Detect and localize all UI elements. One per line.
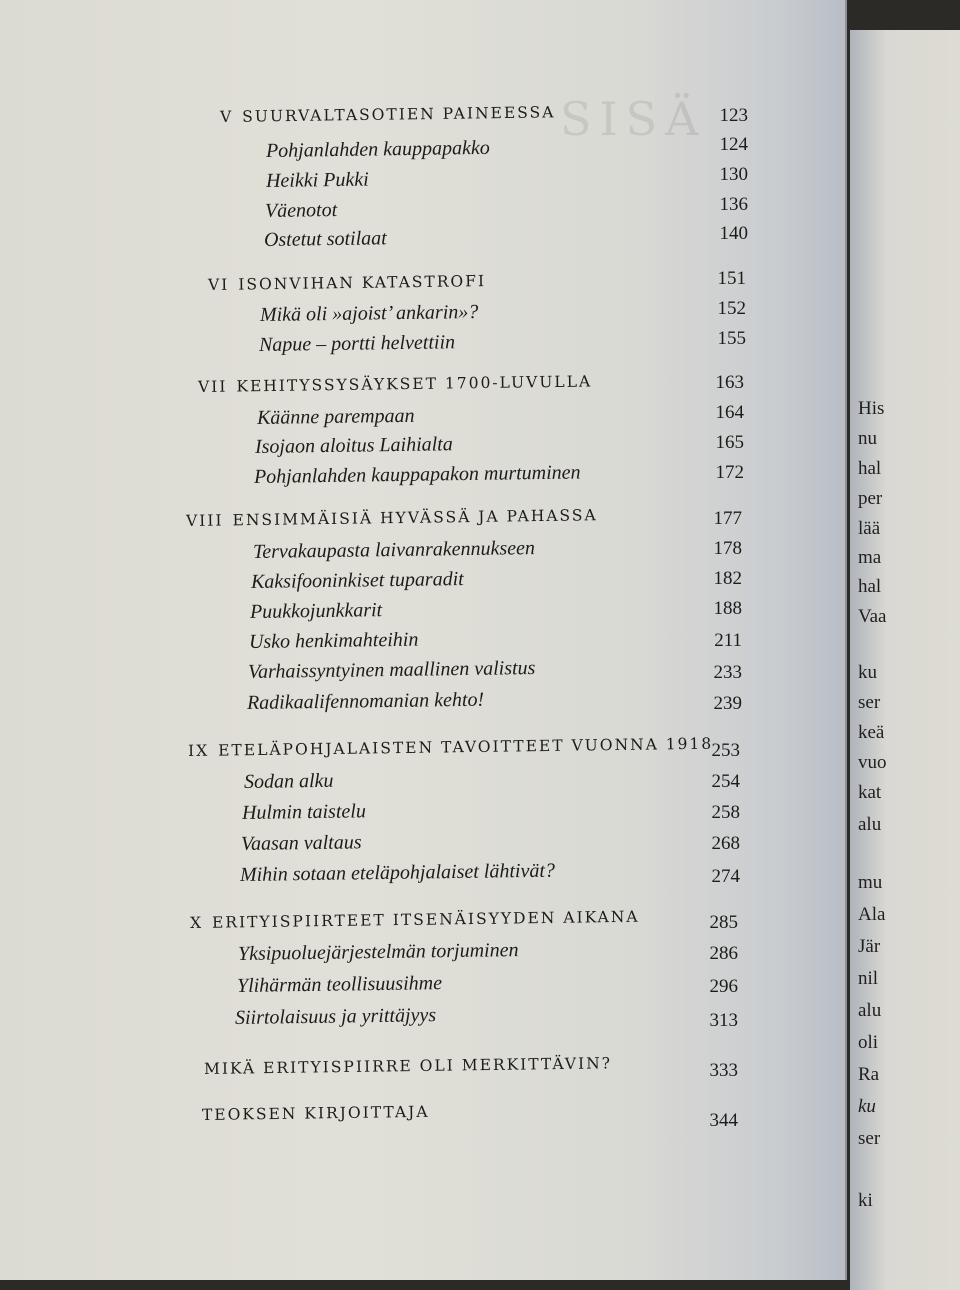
page-number: 172	[715, 462, 744, 483]
page-number: 182	[713, 568, 742, 589]
text-fragment: hal	[858, 576, 882, 597]
section-title: Kaksifooninkiset tuparadit	[250, 568, 464, 593]
page-number: 268	[711, 833, 740, 854]
text-fragment: nu	[858, 428, 877, 449]
text-fragment: per	[858, 488, 883, 509]
page-number: 140	[719, 223, 748, 244]
text-fragment: oli	[858, 1032, 879, 1053]
section-title: Isojaon aloitus Laihialta	[254, 433, 453, 458]
text-fragment: lää	[858, 518, 881, 539]
chapter-heading: IX ETELÄPOHJALAISTEN TAVOITTEET VUONNA 1918	[187, 734, 714, 760]
right-book-page	[850, 30, 960, 1290]
chapter-heading: VIII ENSIMMÄISIÄ HYVÄSSÄ JA PAHASSA	[185, 506, 598, 530]
text-fragment: mu	[858, 872, 883, 893]
closing-heading: MIKÄ ERITYISPIIRRE OLI MERKITTÄVIN?	[203, 1054, 613, 1078]
text-fragment: ku	[858, 1096, 876, 1117]
text-fragment: nil	[858, 968, 879, 989]
text-fragment: keä	[858, 722, 885, 743]
section-title: Ostetut sotilaat	[263, 227, 387, 251]
page-number: 124	[719, 134, 748, 155]
text-fragment: Vaa	[858, 606, 887, 627]
page-number: 151	[717, 268, 746, 289]
section-title: Hulmin taistelu	[241, 800, 367, 824]
page-number: 211	[714, 630, 742, 651]
text-fragment: alu	[858, 814, 882, 835]
page-number: 286	[709, 943, 738, 964]
section-title: Pohjanlahden kauppapakon murtuminen	[253, 461, 581, 488]
text-fragment: kat	[858, 782, 882, 803]
page-number: 313	[709, 1010, 738, 1031]
text-fragment: alu	[858, 1000, 882, 1021]
page-number: 344	[709, 1110, 738, 1131]
text-fragment: Jär	[858, 936, 881, 957]
closing-heading: TEOKSEN KIRJOITTAJA	[201, 1102, 430, 1124]
page-number: 254	[711, 771, 740, 792]
section-title: Käänne parempaan	[256, 404, 415, 429]
text-fragment: vuo	[858, 752, 887, 773]
text-fragment: ser	[858, 692, 881, 713]
chapter-heading: V SUURVALTASOTIEN PAINEESSA	[219, 103, 556, 126]
page-number: 155	[717, 328, 746, 349]
text-fragment: ser	[858, 1128, 881, 1149]
page-number: 285	[709, 912, 738, 933]
section-title: Yksipuoluejärjestelmän torjuminen	[237, 939, 519, 965]
section-title: Vaasan valtaus	[240, 831, 362, 855]
ghost-show-through-title: SISÄ	[560, 92, 707, 146]
text-fragment: hal	[858, 458, 882, 479]
section-title: Ylihärmän teollisuusihme	[236, 972, 443, 997]
text-fragment: ma	[858, 547, 882, 568]
text-fragment: His	[858, 398, 885, 419]
section-title: Mikä oli »ajoist’ ankarin»?	[259, 300, 479, 326]
text-fragment: ku	[858, 662, 877, 683]
page-number: 239	[713, 693, 742, 714]
section-title: Varhaissyntyinen maallinen valistus	[247, 656, 536, 683]
section-title: Siirtolaisuus ja yrittäjyys	[234, 1004, 437, 1029]
section-title: Tervakaupasta laivanrakennukseen	[252, 537, 536, 563]
section-title: Puukkojunkkarit	[249, 599, 383, 623]
section-title: Radikaalifennomanian kehto!	[246, 688, 485, 714]
section-title: Sodan alku	[243, 769, 334, 793]
chapter-heading: VI ISONVIHAN KATASTROFI	[207, 272, 487, 294]
page-number: 253	[711, 740, 740, 761]
page-number: 233	[713, 662, 742, 683]
section-title: Napue – portti helvettiin	[258, 331, 456, 356]
section-title: Usko henkimahteihin	[248, 628, 419, 653]
text-fragment: Ala	[858, 904, 886, 925]
chapter-heading: VII KEHITYSSYSÄYKSET 1700-LUVULLA	[197, 372, 593, 396]
section-title: Mihin sotaan eteläpohjalaiset lähtivät?	[239, 859, 556, 886]
section-title: Heikki Pukki	[265, 168, 369, 192]
section-title: Väenotot	[264, 198, 338, 222]
page-number: 152	[717, 298, 746, 319]
page-number: 178	[713, 538, 742, 559]
text-fragment: Ra	[858, 1064, 880, 1085]
text-fragment: ki	[858, 1190, 873, 1211]
page-number: 258	[711, 802, 740, 823]
page-number: 136	[719, 194, 748, 215]
section-title: Pohjanlahden kauppapakko	[265, 136, 490, 162]
page-number: 177	[713, 508, 742, 529]
page-number: 188	[713, 598, 742, 619]
page-number: 296	[709, 976, 738, 997]
page-number: 164	[715, 402, 744, 423]
page-number: 123	[719, 105, 748, 126]
chapter-heading: X ERITYISPIIRTEET ITSENÄISYYDEN AIKANA	[189, 907, 640, 932]
page-number: 130	[719, 164, 748, 185]
page-number: 165	[715, 432, 744, 453]
page-number: 274	[711, 866, 740, 887]
page-number: 333	[709, 1060, 738, 1081]
page-number: 163	[715, 372, 744, 393]
